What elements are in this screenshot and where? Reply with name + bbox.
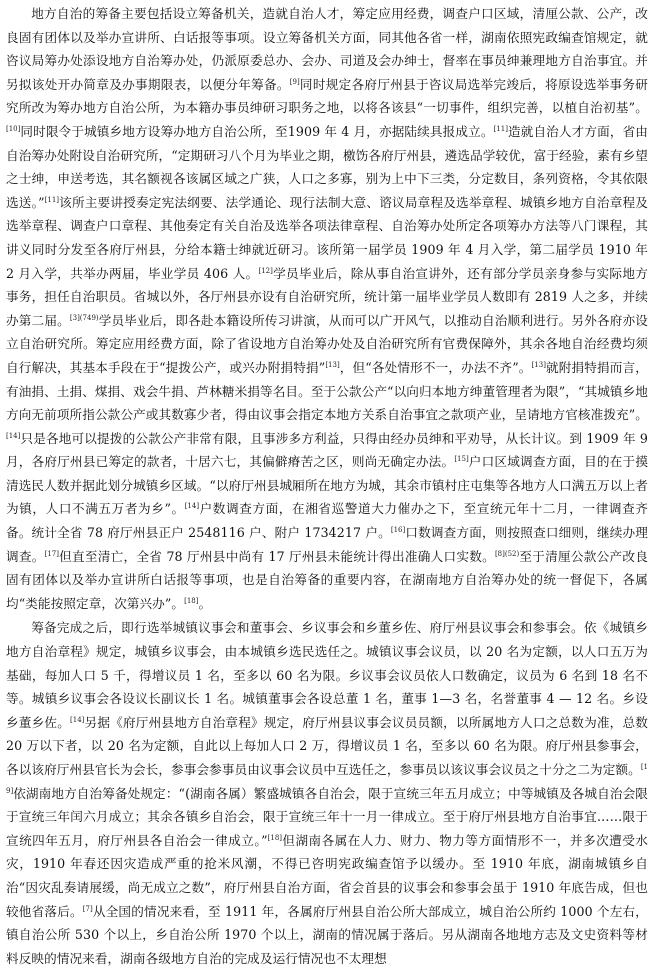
citation-marker: [8](52) [494, 549, 520, 558]
text-run: 从全国的情况来看，至 1911 年，各属府厅州县自治公所大部成立，城自治公所约 1000 个左右，镇自治公所 530 个以上，乡自治公所 1970 个以上，湖南的情况属于落后。另从湖南各地地方志及文史资料等材料反映的情况来看，湖南各级地方自治的完成及运行情况也不太理想 [6, 903, 648, 966]
citation-marker: [13] [325, 360, 340, 369]
text-run: 户数调查方面，在湘省巡警道大力催办之下，至宣统元年十二月，一律调查齐备。统计全省 78 府厅州县正户 2548116 户、附户 1734217 户。 [6, 501, 648, 541]
text-run: 筹备完成之后，即行选举城镇议事会和董事会、乡议事会和乡董乡佐、府厅州县议事会和参事会。依《城镇乡地方自治章程》规定，城镇乡议事会，由本城镇乡选民选任之。城镇议事会议员，以 20 名为定额，以人口五万为基础，每加人口 5 千，得增议员 1 名，至多以 60 名为限。乡议事会议员依人口数确定，议员为 6 名到 18 名不等。城镇乡议事会各设议长副议长 1 名。城镇董事会各设总董 1 名，董事 1—3 名，名誉董事 4 — 12 名。乡设乡董乡佐。 [6, 620, 648, 730]
text-run: 该所主要讲授奏定宪法纲要、法学通论、现行法制大意、谘议局章程及选举章程、城镇乡地方自治章程及选举章程、调查户口章程、其他奏定有关自治及选举各项法律章程、自治筹办处所定各项筹办方法等八门课程，其讲义同时分发至各府厅州县，分给本籍士绅就近研习。该所第一届学员 1909 年 4 月入学，第二届学员 1910 年 2 月入学，共举办两届，毕业学员 406 人。 [6, 194, 648, 281]
citation-marker: [12] [258, 266, 273, 275]
body-paragraph-2 [6, 616, 648, 970]
text-run: 户口区域调查方面，目的在于摸清选民人数并据此划分城镇乡区域。“以府厅州县城厢所在地方为城，其余市镇村庄屯集等各地方人口满五万以上者为镇，人口不满五万者为乡”。 [6, 454, 649, 517]
citation-marker: [18] [184, 596, 199, 605]
citation-marker: [7] [82, 904, 93, 913]
text-run: 但直至清亡，全省 78 厅州县中尚有 17 厅州县未能统计得出准确人口实数。 [59, 548, 495, 564]
body-paragraph-1 [6, 2, 648, 615]
text-run: 学员毕业后，除从事自治宣讲外，还有部分学员亲身参与实际地方事务，担任自治职员。省城以外，各厅州县亦设有自治研究所，统计第一届毕业学员人数即有 2819 人之多，并续办第二届。 [6, 265, 648, 328]
text-run: 依湖南地方自治筹备处规定：“(湖南各属）繁盛城镇各自治会，限于宣统三年五月成立；中等城镇及各城自治会限于宣统三年闰六月成立；其余各镇乡自治会，限于宣统三年十一月一律成立。至于府厅州县地方自治事宜……限于宣统四年五月，府厅州县各自治会一律成立。” [6, 785, 648, 848]
text-run: 就附捐特捐而言，有油捐、土捐、煤捐、戏会牛捐、芦林糖米捐等名目。至于公款公产“以向归本地方绅董管理者为限”，“其城镇乡地方向无前项所指公款公产或其数寡少者，得由议事会指定本地方关系自治事宜之款项产业，呈请地方官核准拨充”。 [6, 359, 648, 423]
citation-marker: [11] [493, 124, 508, 133]
text-run: 口数调查方面，则按照查口细则，继续办理调查。 [6, 525, 648, 564]
text-run: 学员毕业后，即各赴本籍设所传习讲演，从而可以广开风气，以推动自治顺利进行。另外各府亦设立自治研究所。筹定应用经费方面，除了省设地方自治筹办处及自治研究所有官费保障外，其余各地自治经费均须自行解决，其基本手段在于“提拨公产，或兴办附捐特捐” [6, 312, 648, 375]
citation-marker: [15] [454, 455, 469, 464]
text-run: ，但“各处情形不一，办法不齐”。 [339, 359, 532, 375]
citation-marker: [13] [531, 360, 546, 369]
text-run: 地方自治的筹备主要包括设立筹备机关，造就自治人才，筹定应用经费，调查户口区域，清厘公款、公产，改良固有团体以及举办宣讲所、白话报等事项。设立筹备机关方面，同其他各省一样，湖南依照宪政编查馆规定，就咨议局筹办处添设地方自治筹办处，仍派原委总办、会办、司道及会办绅士，督率在事员绅兼理地方自治事宜。并另拟该处开办简章及办事期限表，以便分年筹备。 [6, 6, 648, 92]
citation-marker: [16] [390, 525, 406, 534]
citation-marker: [14] [70, 715, 85, 724]
citation-marker: [10] [6, 124, 21, 133]
text-run: 至于清厘公款公产改良固有团体以及举办宣讲所白话报等事项，也是自治筹备的重要内容，在湖南地方自治筹办处的统一督促下，各属均“类能按照定章，次第兴办”。 [6, 548, 648, 611]
text-run: 。 [198, 595, 212, 611]
citation-marker: [14] [184, 502, 200, 511]
text-run: 但湖南各属在人力、财力、物力等方面情形不一，并多次遭受水灾，1910 年春还因灾造成严重的抢米风潮，不得已咨明宪政编查馆予以缓办。至 1910 年底，湖南城镇乡自治“因灾乱奏请展缓，尚无成立之数”，府厅州县自治方面，省会首县的议事会和参事会虽于 1910 年底告成，但也较他省落后。 [6, 832, 648, 919]
text-run: 同时规定各府厅州县于咨议局选举完竣后，将原设选举事务研究所改为筹办地方自治公所，为本籍办事员绅研习职务之地，以将各该县“一切事件，组织完善，以植自治初基”。 [6, 76, 649, 116]
citation-marker: [18] [267, 833, 283, 842]
text-run: 同时限令于城镇乡地方设筹办地方自治公所，至1909 年 4 月，亦据陆续具报成立。 [20, 123, 494, 139]
citation-marker: [17] [44, 549, 59, 558]
citation-marker: [19] [6, 762, 648, 795]
text-run: 造就自治人才方面，省由自治筹办处附设自治研究所，“定期研习八个月为毕业之期，檄饬各府厅州县，遴选品学较优，富于经验，素有乡望之士绅，申送考选，其名额视各该属区域之广狭，人口之多寡，别为上中下三类，分定数目，条列资格，令其依限选送。” [6, 123, 648, 210]
citation-marker: [14] [6, 431, 21, 440]
citation-marker: [9] [289, 77, 300, 86]
citation-marker: [11] [44, 195, 60, 204]
text-run: 只是各地可以提拨的公款公产非常有限，且事涉多方利益，只得由经办员绅和平劝导，从长计议。到 1909 年 9 月，各府厅州县已筹定的款者，十居六七，其偏僻瘠苦之区，则尚无确定办法。 [6, 430, 648, 470]
text-run: 另据《府厅州县地方自治章程》规定，府厅州县议事会议员员额，以所属地方人口之总数为准，总数 20 万以下者，以 20 名为定额，自此以上每加人口 2 万，得增议员 1 名，至多以 60 名为限。府厅州县参事会，各以该府厅州县官长为会长，参事会参事员由议事会议员中互选任之，参事员以该议事会议员之十分之二为定额。 [6, 714, 648, 777]
citation-marker: [3](749) [69, 313, 99, 322]
